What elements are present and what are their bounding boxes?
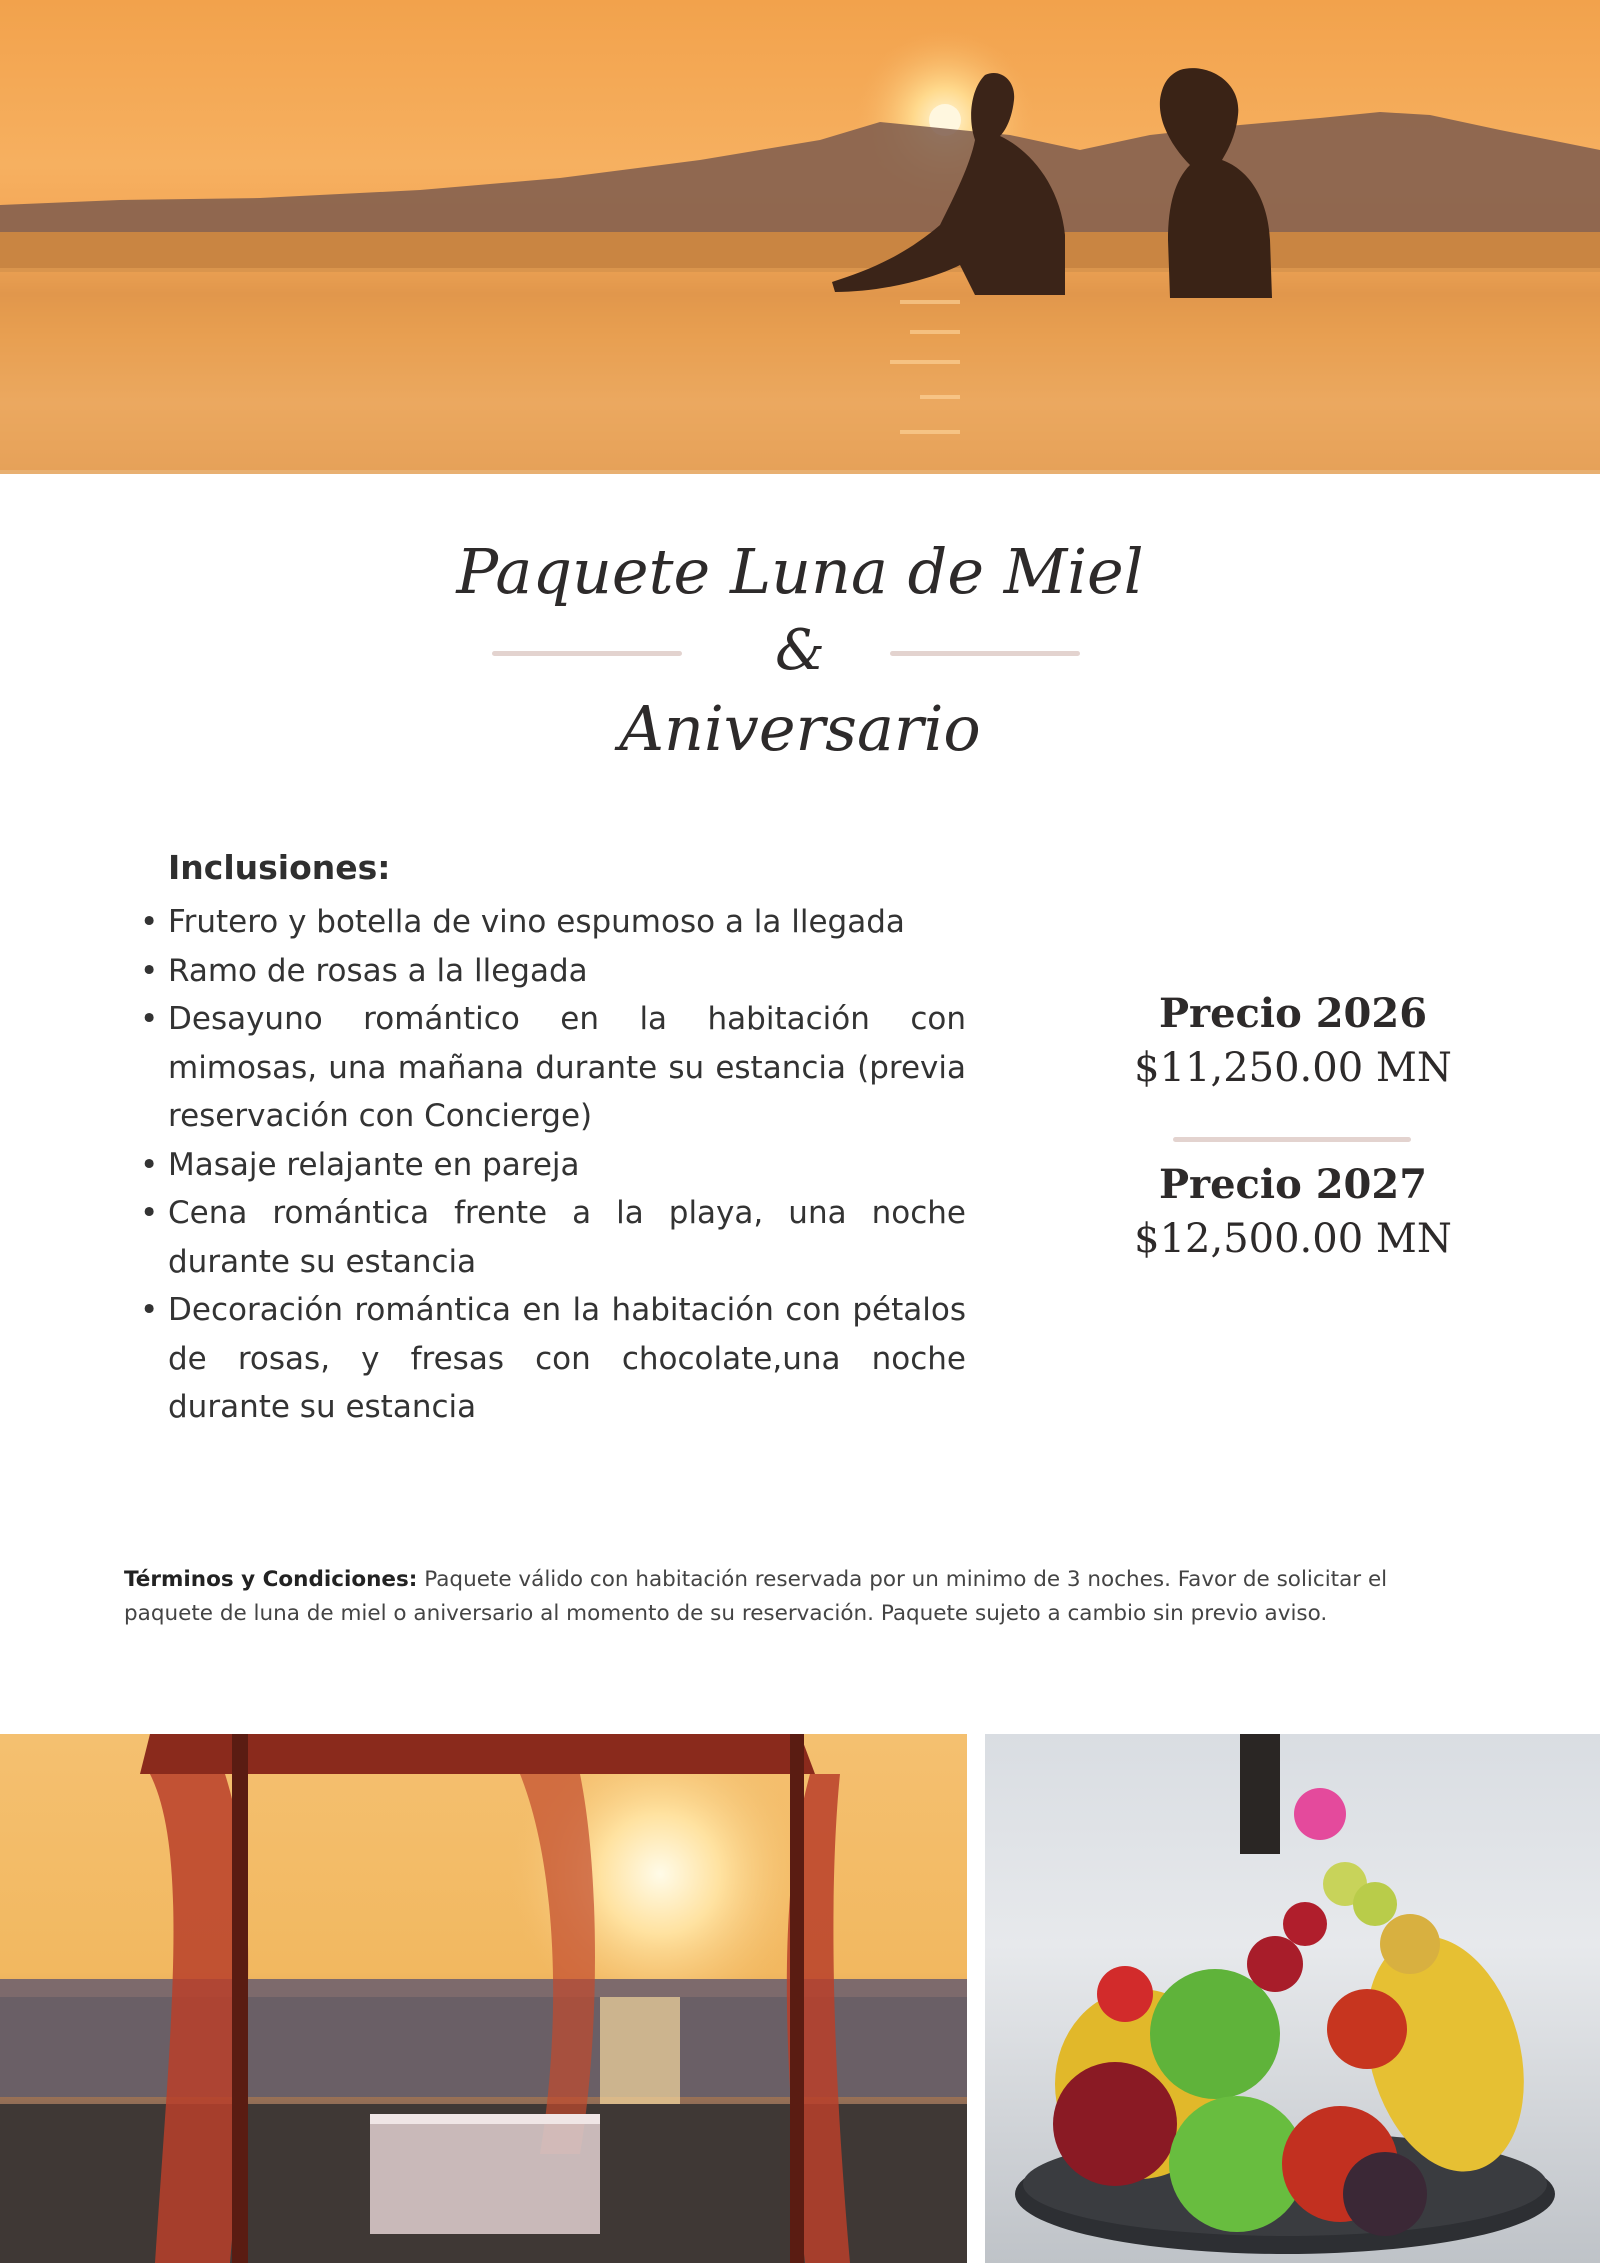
inclusion-item-text: Masaje relajante en pareja (168, 1146, 580, 1183)
price-2026-block (1100, 990, 1486, 1091)
title-divider-right (890, 651, 1080, 656)
title-ampersand: & (775, 618, 825, 683)
price-2027-value: $12,500.00 MN (1134, 1216, 1452, 1262)
fruit-platter-photo (985, 1734, 1600, 2263)
beach-cabana-photo (0, 1734, 967, 2263)
inclusion-item: • Decoración romántica en la habitación con pétalos de rosas, y fresas con chocolate,una noche durante su estancia (140, 1292, 966, 1425)
inclusions-heading: Inclusiones: (168, 848, 391, 887)
price-2026-label: Precio 2026 (1158, 990, 1428, 1037)
inclusion-item: • Ramo de rosas a la llegada (140, 952, 588, 989)
inclusion-item: • Masaje relajante en pareja (140, 1146, 580, 1183)
price-2027-label: Precio 2027 (1158, 1161, 1428, 1208)
inclusion-item: • Cena romántica frente a la playa, una noche durante su estancia (140, 1195, 966, 1280)
title-line-2: Aniversario (619, 692, 981, 765)
inclusion-item: • Frutero y botella de vino espumoso a la llegada (140, 904, 905, 940)
inclusion-item-text: Cena romántica frente a la playa, una noche durante su estancia (168, 1195, 966, 1280)
price-divider (1173, 1137, 1411, 1142)
inclusion-item-text: Decoración romántica en la habitación con pétalos de rosas, y fresas con chocolate,una noche durante su estancia (168, 1292, 966, 1425)
inclusion-item-text: Frutero y botella de vino espumoso a la llegada (168, 904, 905, 940)
terms-and-conditions (124, 1563, 1476, 1631)
terms-label: Términos y Condiciones: (124, 1567, 418, 1592)
inclusion-item-text: Ramo de rosas a la llegada (168, 952, 588, 989)
price-2026-value: $11,250.00 MN (1134, 1045, 1452, 1091)
inclusion-item-text: Desayuno romántico en la habitación con mimosas, una mañana durante su estancia (previa reservación con Concierge) (168, 1001, 966, 1134)
title-line-1: Paquete Luna de Miel (456, 535, 1144, 608)
terms-text: Paquete válido con habitación reservada por un minimo de 3 noches. Favor de solicitar el paquete de luna de miel o aniversario al momento de su reservación. Paquete sujeto a cambio sin previo aviso. (124, 1567, 1388, 1626)
price-2027-block (1100, 1161, 1486, 1262)
inclusions-list (140, 898, 966, 1432)
inclusion-item: • Desayuno romántico en la habitación con mimosas, una mañana durante su estancia (previa reservación con Concierge) (140, 1001, 966, 1134)
hero-sunset-couple-photo (0, 0, 1600, 474)
